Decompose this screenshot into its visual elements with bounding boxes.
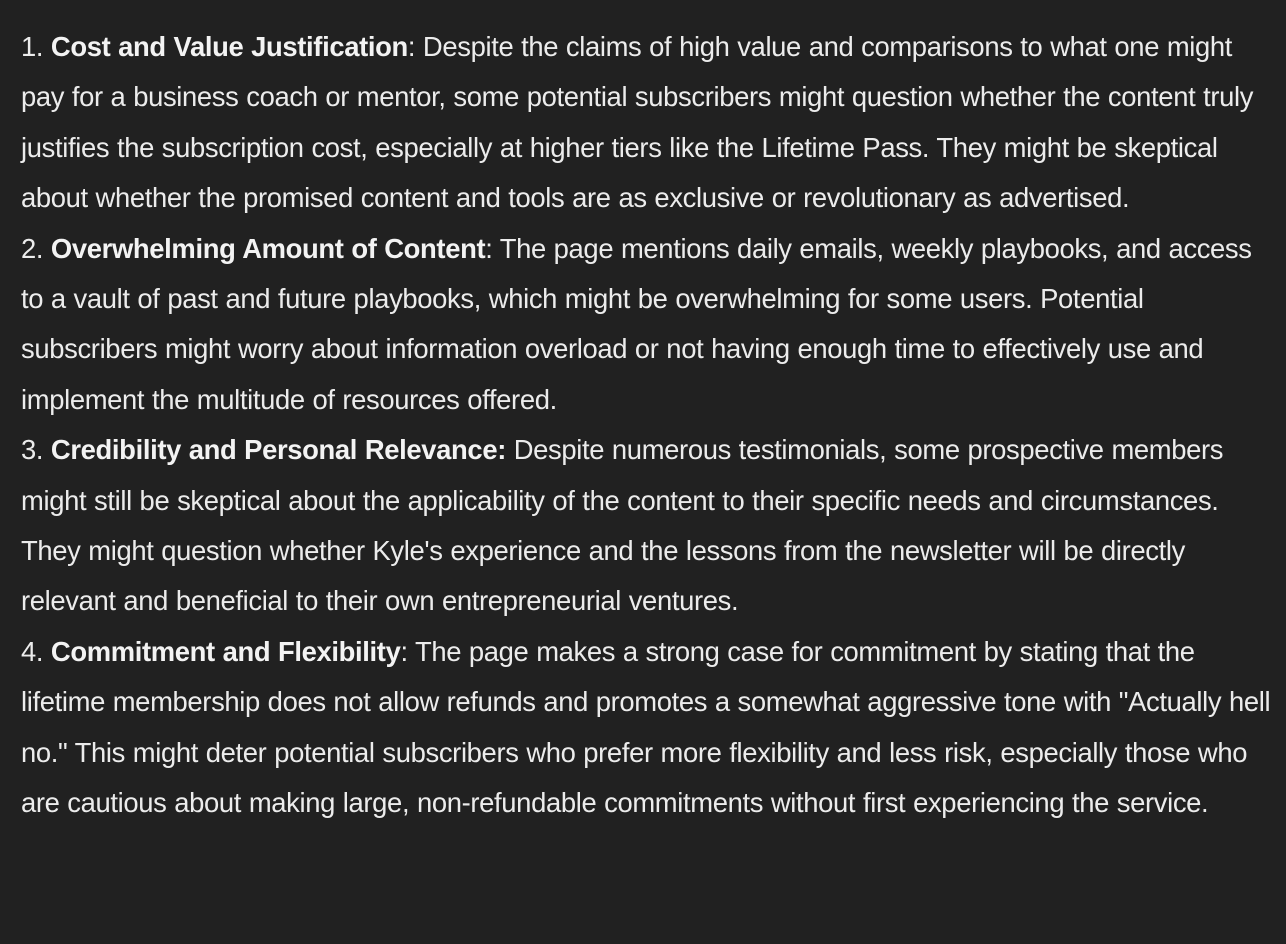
item-number: 2.	[21, 232, 44, 264]
item-text: : The page mentions daily emails, weekly playbooks, and access to a vault of past and future playbooks, which might be overwhelming for some users. Potential subscribers might worry about information overload or not having enough time to effectively use and implement the multitude of resources offered.	[21, 232, 1252, 415]
item-text: : Despite the claims of high value and comparisons to what one might pay for a business coach or mentor, some potential subscribers might question whether the content truly justifies the subscription cost, especially at higher tiers like the Lifetime Pass. They might be skeptical about whether the promised content and tools are as exclusive or revolutionary as advertised.	[21, 31, 1254, 214]
list-item	[21, 627, 1271, 829]
item-text: : The page makes a strong case for commitment by stating that the lifetime membership does not allow refunds and promotes a somewhat aggressive tone with "Actually hell no." This might deter potential subscribers who prefer more flexibility and less risk, especially those who are cautious about making large, non-refundable commitments without first experiencing the service.	[21, 635, 1271, 819]
item-title: Commitment and Flexibility	[50, 635, 401, 667]
item-title: Credibility and Personal Relevance:	[50, 434, 506, 466]
item-title: Overwhelming Amount of Content	[50, 232, 486, 264]
concerns-list	[21, 22, 1271, 829]
list-item	[21, 22, 1271, 224]
item-text: Despite numerous testimonials, some prospective members might still be skeptical about the applicability of the content to their specific needs and circumstances. They might question whether Kyle's experience and the lessons from the newsletter will be directly relevant and beneficial to their own entrepreneurial ventures.	[21, 434, 1224, 617]
item-number: 4.	[21, 635, 44, 667]
item-title: Cost and Value Justification	[50, 31, 408, 62]
item-number: 3.	[21, 434, 44, 466]
item-number: 1.	[21, 31, 44, 62]
list-item	[21, 425, 1271, 627]
list-item	[21, 224, 1271, 426]
